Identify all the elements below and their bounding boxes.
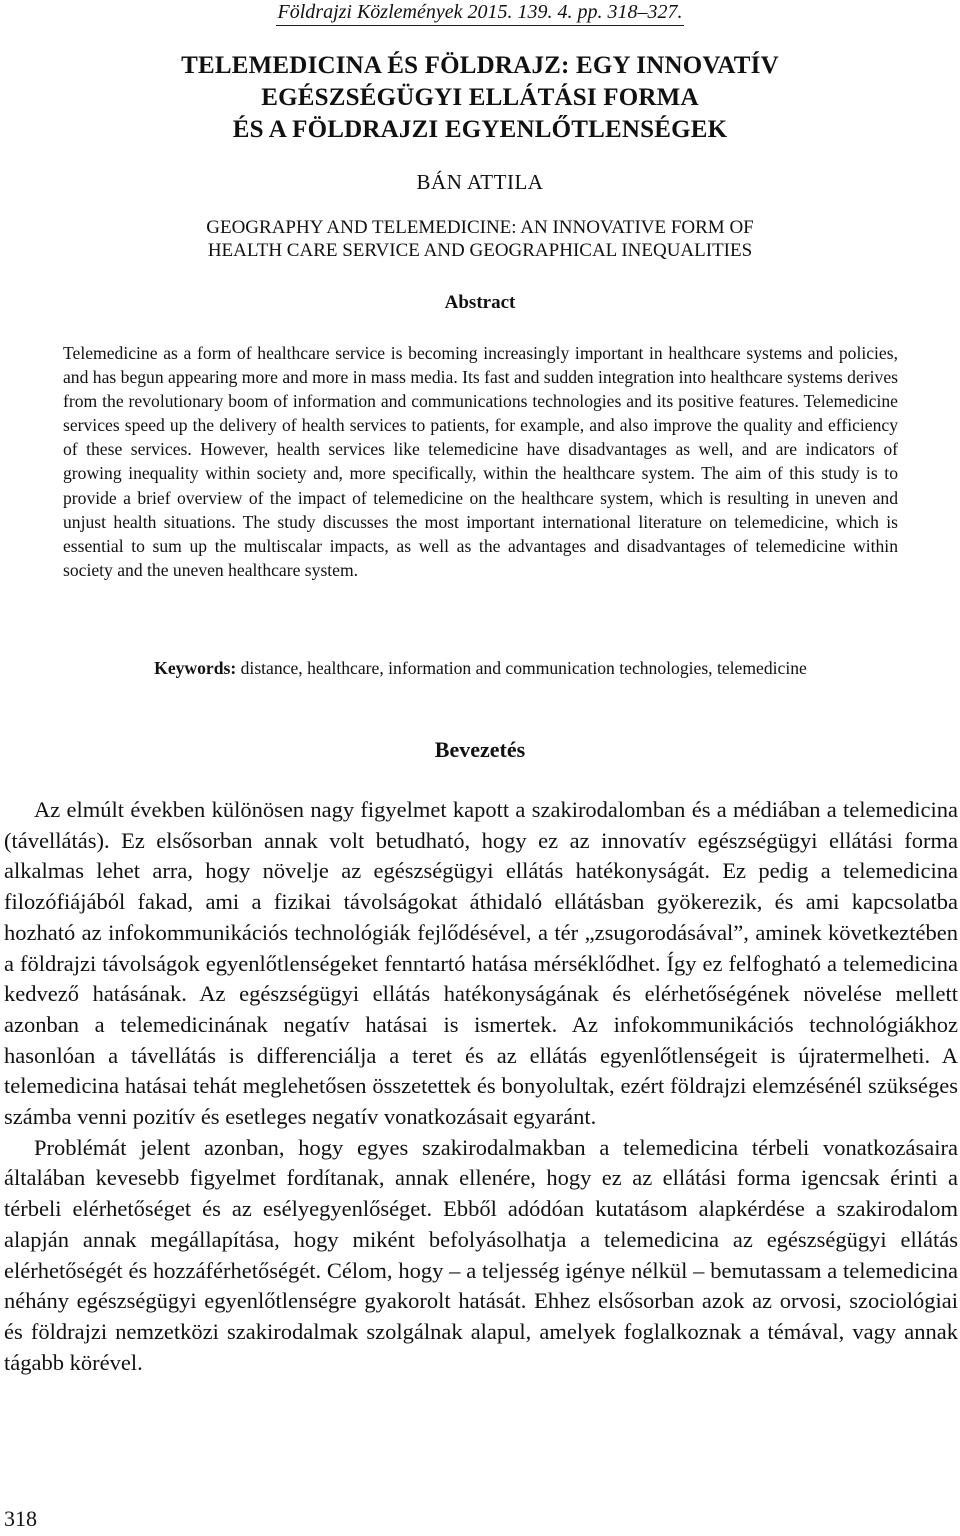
abstract-text: Telemedicine as a form of healthcare service is becoming increasingly important in healthcare systems and policies, and has begun appearing more and more in mass media. Its fast and sudden integration into healthcare systems derives from the revolutionary boom of information and communications technologies and its positive features. Telemedicine services speed up the delivery of health services to patients, for example, and also improve the quality and efficiency of these services. However, health services like telemedicine have disadvantages as well, and are indicators of growing inequality within society and, more specifically, within the healthcare system. The aim of this study is to provide a brief overview of the impact of telemedicine on the healthcare system, which is resulting in uneven and unjust health situations. The study discusses the most important international literature on telemedicine, which is essential to sum up the multiscalar impacts, as well as the advantages and disadvantages of telemedicine within society and the uneven healthcare system. — [63, 343, 898, 580]
keywords-text: distance, healthcare, information and communication technologies, telemedicine — [236, 658, 807, 678]
english-title-line-2: HEALTH CARE SERVICE AND GEOGRAPHICAL INEQUALITIES — [207, 240, 753, 261]
english-title-line-1: GEOGRAPHY AND TELEMEDICINE: AN INNOVATIVE FORM OF — [206, 217, 754, 238]
running-head-text: Földrajzi Közlemények 2015. 139. 4. pp. 318–327. — [276, 1, 685, 26]
title-line-3: ÉS A FÖLDRAJZI EGYENLŐTLENSÉGEK — [232, 116, 728, 143]
paragraph: Az elmúlt években különösen nagy figyelmet kapott a szakirodalomban és a médiában a telemedicina (távellátás). Ez elsősorban annak volt betudható, hogy ez az innovatív egészségügyi ellátási forma alkalmas lehet arra, hogy növelje az egészségügyi ellátás hatékonyságát. Ez pedig a telemedicina filozófiájából fakad, ami a fizikai távolságokat áthidaló ellátásban gyökerezik, és ami kapcsolatba hozható az infokommunikációs technológiák fejlődésével, a tér „zsugorodásával”, aminek következtében a földrajzi távolságok egyenlőtlenségeket fenntartó hatása mérséklődhet. Így ez felfogható a telemedicina kedvező hatásának. Az egészségügyi ellátás hatékonyságának és elérhetőségének növelése mellett azonban a telemedicinának negatív hatásai is ismertek. Az infokommunikációs technológiákhoz hasonlóan a távellátás is differenciálja a teret és az ellátás egyenlőtlenségeit is újratermelheti. A telemedicina hatásai tehát meglehetősen összetettek és bonyolultak, ezért földrajzi elemzésénél szükséges számba venni pozitív és esetleges negatív vonatkozásait egyaránt. — [4, 797, 958, 1130]
page-number: 318 — [4, 1506, 37, 1531]
keywords-line — [63, 657, 898, 679]
keywords-label: Keywords: — [154, 658, 237, 678]
title-line-1: TELEMEDICINA ÉS FÖLDRAJZ: EGY INNOVATÍV — [181, 52, 779, 79]
title-line-2: EGÉSZSÉGÜGYI ELLÁTÁSI FORMA — [261, 84, 699, 111]
author-name: BÁN ATTILA — [416, 170, 544, 194]
abstract-heading: Abstract — [444, 292, 516, 313]
section-heading: Bevezetés — [434, 737, 526, 762]
paragraph: Problémát jelent azonban, hogy egyes szakirodalmakban a telemedicina térbeli vonatkozásaira általában kevesebb figyelmet fordítanak, annak ellenére, hogy ez az ellátási forma igencsak érinti a térbeli elérhetőséget és az esélyegyenlőséget. Ebből adódóan kutatásom alapkérdése a szakirodalom alapján annak megállapítása, hogy miként befolyásolhatja a telemedicina az egészségügyi ellátás elérhetőségét és hozzáférhetőségét. Célom, hogy – a teljesség igénye nélkül – bemutassam a telemedicina néhány egészségügyi egyenlőtlenségre gyakorolt hatását. Ehhez elsősorban azok az orvosi, szociológiai és földrajzi nemzetközi szakirodalmak szolgálnak alapul, amelyek foglalkoznak a témával, vagy annak tágabb körével. — [4, 1134, 958, 1375]
running-head — [0, 0, 960, 24]
english-title — [60, 216, 900, 262]
section-body — [4, 795, 958, 1378]
article-title — [60, 50, 900, 146]
